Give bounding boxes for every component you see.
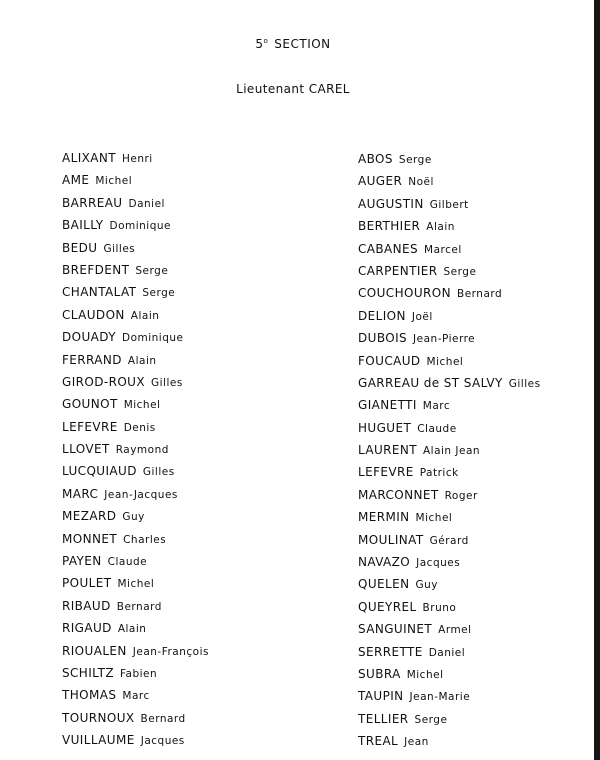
given-name: Henri: [121, 153, 153, 165]
given-name: Marc: [422, 400, 451, 413]
given-name: Raymond: [115, 444, 169, 457]
name-entry: [358, 595, 541, 617]
name-entry: [358, 304, 541, 326]
name-entry: [62, 527, 209, 549]
surname: GOUNOT: [62, 397, 118, 412]
surname: COUCHOURON: [358, 286, 451, 301]
name-entry: [358, 572, 541, 594]
name-entry: [62, 706, 209, 728]
given-name: Marcel: [424, 243, 462, 256]
surname: MERMIN: [358, 510, 410, 525]
name-entry: [62, 549, 209, 571]
surname: MEZARD: [62, 509, 117, 524]
surname: RIBAUD: [62, 598, 111, 613]
given-name: Bruno: [422, 601, 457, 614]
name-entry: [358, 281, 541, 303]
name-entry: [358, 505, 541, 527]
given-name: Bernard: [457, 288, 503, 301]
given-name: Roger: [444, 489, 478, 502]
name-entry: [358, 192, 541, 214]
surname: PAYEN: [62, 554, 102, 569]
surname: CABANES: [358, 241, 419, 256]
name-entry: [358, 528, 541, 550]
given-name: Fabien: [119, 667, 158, 680]
section-number-superscript: o: [263, 37, 269, 45]
given-name: Daniel: [128, 197, 165, 210]
surname: GARREAU de ST SALVY: [358, 375, 503, 390]
given-name: Jacques: [416, 557, 461, 570]
given-name: Alain Jean: [422, 445, 481, 458]
surname: MONNET: [62, 531, 118, 546]
given-name: Noël: [408, 176, 434, 189]
surname: SANGUINET: [358, 622, 433, 637]
given-name: Claude: [417, 422, 457, 435]
surname: BAILLY: [62, 218, 104, 233]
surname: RIOUALEN: [62, 643, 127, 658]
surname: AUGUSTIN: [358, 196, 424, 211]
given-name: Denis: [123, 421, 156, 434]
given-name: Bernard: [140, 712, 186, 725]
surname: GIANETTI: [358, 398, 417, 413]
name-entry: [62, 258, 209, 280]
surname: NAVAZO: [358, 555, 411, 570]
name-entry: [62, 280, 209, 302]
name-entry: [358, 393, 541, 415]
right-name-column: [358, 147, 541, 752]
name-entry: [62, 236, 209, 258]
name-entry: [358, 684, 541, 706]
surname: BARREAU: [62, 195, 123, 210]
name-entry: [358, 707, 541, 729]
name-entry: [62, 168, 209, 190]
name-entry: [62, 146, 209, 168]
given-name: Charles: [123, 533, 167, 546]
name-entry: [62, 348, 209, 370]
surname: LUCQUIAUD: [62, 464, 137, 479]
name-entry: [358, 326, 541, 348]
name-entry: [62, 370, 209, 392]
name-entry: [62, 459, 209, 481]
name-entry: [62, 571, 209, 593]
surname: TELLIER: [358, 711, 409, 726]
surname: SERRETTE: [358, 644, 423, 659]
name-entry: [62, 213, 209, 235]
surname: POULET: [62, 576, 112, 591]
given-name: Dominique: [109, 220, 172, 233]
surname: FOUCAUD: [358, 353, 421, 368]
name-entry: [62, 616, 209, 638]
surname: SUBRA: [358, 666, 401, 681]
scan-edge-border: [594, 0, 600, 760]
section-label: SECTION: [274, 37, 331, 51]
name-entry: [358, 169, 541, 191]
surname: THOMAS: [62, 688, 117, 703]
name-entry: [358, 460, 541, 482]
surname: QUELEN: [358, 577, 410, 592]
surname: CHANTALAT: [62, 285, 137, 300]
given-name: Dominique: [122, 332, 184, 345]
surname: FERRAND: [62, 352, 122, 367]
surname: AUGER: [358, 174, 403, 189]
name-entry: [62, 594, 209, 616]
lieutenant-heading: Lieutenant CAREL: [236, 82, 350, 96]
surname: VUILLAUME: [62, 733, 135, 748]
given-name: Michel: [95, 175, 133, 188]
surname: ABOS: [358, 152, 393, 166]
name-entry: [358, 640, 541, 662]
given-name: Michel: [123, 399, 161, 412]
given-name: Guy: [122, 511, 145, 524]
surname: GIROD-ROUX: [62, 374, 145, 389]
name-entry: [358, 729, 541, 751]
surname: SCHILTZ: [62, 665, 114, 680]
given-name: Jean-Jacques: [104, 488, 178, 501]
given-name: Alain: [117, 623, 147, 636]
name-entry: [62, 415, 209, 437]
given-name: Serge: [142, 287, 176, 300]
name-entry: [358, 550, 541, 572]
given-name: Marc: [122, 690, 150, 703]
surname: BREFDENT: [62, 262, 130, 277]
given-name: Michel: [426, 355, 464, 368]
given-name: Gilles: [142, 466, 175, 479]
surname: LEFEVRE: [62, 419, 118, 434]
surname: LAURENT: [358, 443, 417, 458]
given-name: Serge: [398, 154, 432, 166]
name-entry: [358, 416, 541, 438]
given-name: Bernard: [116, 600, 162, 613]
surname: AME: [62, 173, 90, 188]
name-entry: [62, 482, 209, 504]
name-entry: [358, 662, 541, 684]
name-entry: [358, 349, 541, 371]
given-name: Gilles: [103, 242, 136, 255]
given-name: Michel: [406, 668, 444, 681]
surname: ALIXANT: [62, 151, 116, 165]
given-name: Michel: [415, 512, 453, 525]
given-name: Jean-Pierre: [413, 333, 476, 346]
given-name: Gilles: [508, 377, 541, 390]
name-entry: [358, 617, 541, 639]
surname: DUBOIS: [358, 331, 408, 346]
given-name: Serge: [135, 264, 169, 277]
given-name: Gérard: [429, 534, 469, 547]
name-entry: [358, 438, 541, 460]
surname: LLOVET: [62, 442, 110, 457]
name-entry: [358, 483, 541, 505]
section-title: [0, 37, 586, 51]
surname: MARC: [62, 486, 99, 501]
left-name-column: [62, 146, 209, 751]
given-name: Guy: [415, 579, 438, 592]
surname: QUEYREL: [358, 599, 417, 614]
name-entry: [62, 728, 209, 750]
name-entry: [62, 683, 209, 705]
surname: MOULINAT: [358, 532, 424, 547]
name-entry: [62, 639, 209, 661]
surname: TOURNOUX: [62, 710, 135, 725]
given-name: Serge: [414, 713, 448, 726]
name-entry: [358, 237, 541, 259]
given-name: Jacques: [140, 735, 185, 748]
surname: CARPENTIER: [358, 263, 438, 278]
name-entry: [62, 303, 209, 325]
surname: BERTHIER: [358, 219, 421, 234]
given-name: Gilbert: [429, 198, 469, 211]
surname: BEDU: [62, 240, 98, 255]
given-name: Armel: [438, 624, 472, 637]
given-name: Alain: [127, 354, 157, 367]
given-name: Jean: [404, 736, 429, 749]
given-name: Patrick: [419, 467, 459, 480]
surname: DOUADY: [62, 330, 116, 345]
given-name: Alain: [426, 221, 455, 234]
name-entry: [358, 259, 541, 281]
name-entry: [358, 147, 541, 169]
name-entry: [62, 504, 209, 526]
given-name: Daniel: [428, 646, 466, 659]
given-name: Alain: [130, 309, 160, 322]
given-name: Serge: [443, 265, 477, 278]
surname: DELION: [358, 308, 406, 323]
name-entry: [358, 214, 541, 236]
name-entry: [62, 437, 209, 459]
surname: TAUPIN: [358, 689, 404, 704]
name-entry: [62, 661, 209, 683]
name-entry: [358, 371, 541, 393]
surname: MARCONNET: [358, 487, 439, 502]
given-name: Jean-Marie: [409, 691, 471, 704]
name-entry: [62, 191, 209, 213]
surname: HUGUET: [358, 420, 412, 435]
surname: RIGAUD: [62, 621, 112, 636]
surname: LEFEVRE: [358, 465, 414, 480]
name-entry: [62, 392, 209, 414]
given-name: Michel: [117, 578, 155, 591]
surname: TREAL: [358, 734, 399, 749]
given-name: Claude: [107, 556, 148, 569]
name-entry: [62, 325, 209, 347]
given-name: Gilles: [150, 376, 183, 389]
section-number: 5: [255, 37, 264, 51]
given-name: Joël: [411, 310, 433, 323]
given-name: Jean-François: [132, 645, 209, 658]
surname: CLAUDON: [62, 307, 125, 322]
